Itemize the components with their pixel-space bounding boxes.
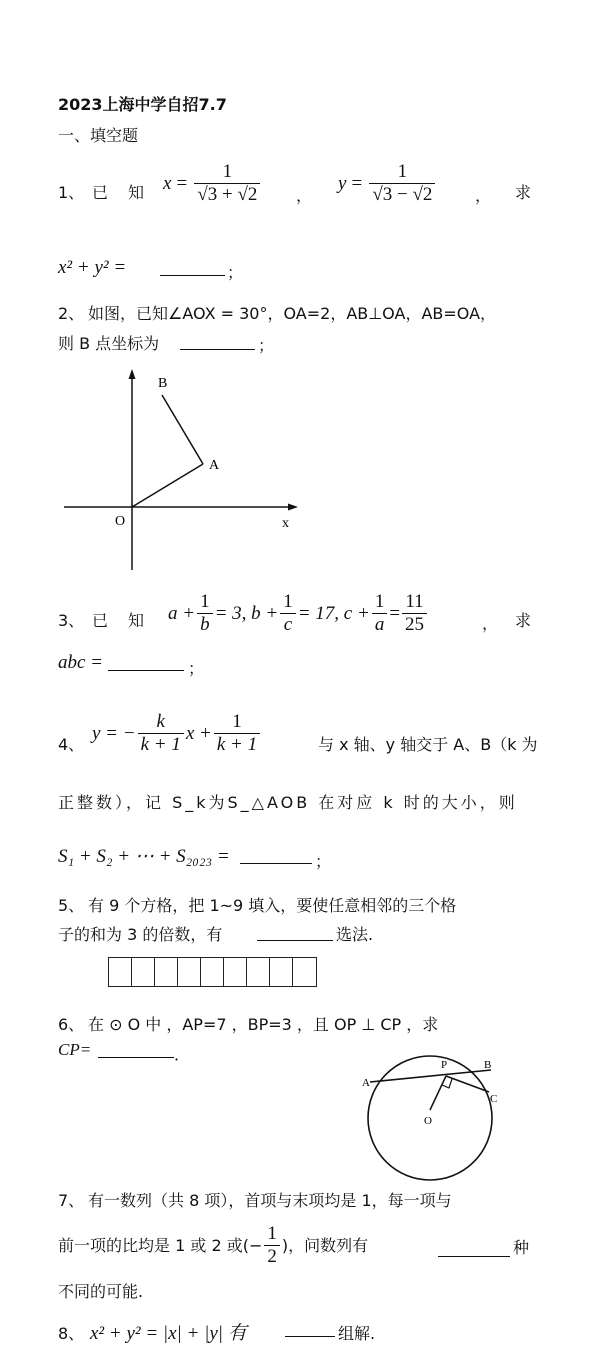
q6-circle-diagram [360,1048,500,1186]
q3-frac-a-den: a [372,613,388,637]
q2-number: 2、 [58,304,85,323]
q1-number: 1、 [58,183,85,202]
q3-a-plus: a + [168,602,196,624]
q6-answer-blank [98,1041,174,1058]
q1-answer-blank [160,259,225,276]
label-b: B [158,376,168,391]
q3-frac-b-den: b [197,613,213,637]
q4-y-eq: y = − [92,722,136,744]
section-heading: 一、填空题 [58,126,139,145]
q3-end: ； [188,659,205,678]
q3-frac-a [372,592,388,637]
q1-comma1: ， [296,186,313,205]
q5-answer-blank [257,924,333,941]
q4-sum: S₁ + S₂ + ⋯ + S₂₀₂₃ = [58,846,230,867]
q7-frac-num: 1 [267,1223,277,1244]
grid-cell [201,958,224,986]
q5-line1: 有 9 个方格，把 1~9 填入，要使任意相邻的三个格 [88,896,457,915]
q3-frac-c-num: 1 [283,591,293,612]
q7-answer-blank [438,1240,510,1257]
grid-cell [178,958,201,986]
q3-frac-c [280,592,296,637]
grid-cell [270,958,293,986]
segment-op [430,1076,446,1110]
q4-xplus: x + [185,722,212,744]
q7-line3: 不同的可能. [58,1282,144,1301]
grid-cell [247,958,270,986]
q1-x-var: x [163,172,172,194]
q3-expression: abc = [58,652,104,673]
q7-line2a: 前一项的比均是 1 或 2 或(− [58,1235,263,1255]
q1-word2: 知 [128,183,145,202]
q3-frac-a-num: 1 [374,591,385,612]
label-a: A [362,1077,370,1089]
q8-number: 8、 [58,1324,85,1343]
q4-frac-k-den: k + 1 [138,733,184,757]
q7-number: 7、 [58,1191,85,1210]
q2-line2: 则 B 点坐标为 [58,334,160,353]
q3-ask: 求 [515,611,532,630]
q3-word1: 已 [92,611,109,630]
q7-line2b: )，问数列有 [281,1235,369,1255]
q1-expression: x² + y² = [58,257,127,278]
y-axis-arrow-icon [129,369,136,379]
q6-line2: CP= [58,1040,92,1059]
q4-equation [92,712,262,757]
grid-cell [109,958,132,986]
label-p: P [441,1059,448,1071]
q3-eq2: = 17, c + [297,602,370,624]
q1-y-den: √3 − √2 [369,183,435,207]
q2-text: 如图，已知∠AOX = 30°，OA=2，AB⊥OA，AB=OA， [88,304,497,323]
q1-end: ； [227,263,244,282]
q6-number: 6、 [58,1015,85,1034]
q4-end: ； [315,852,332,871]
q4-tail: 与 x 轴、y 轴交于 A、B（k 为 [318,735,538,754]
segment-ab [162,395,203,464]
q4-frac-1-num: 1 [232,711,242,732]
q1-y-equation [338,162,437,207]
q5-number: 5、 [58,896,85,915]
q3-frac-c-den: c [280,613,296,637]
grid-cell [132,958,155,986]
q7-line1: 有一数列（共 8 项），首项与末项均是 1，每一项与 [88,1191,452,1210]
q3-eq3: = [389,602,401,624]
paper-title: 2023上海中学自招7.7 [58,95,227,114]
label-o: O [424,1115,432,1127]
q3-comma: ， [482,614,499,633]
q4-frac-k-num: k [156,711,165,732]
q2-end: ； [258,336,275,355]
grid-cell [155,958,178,986]
q4-frac-k [138,712,184,757]
q8-expression: x² + y² = |x| + |y| 有 [90,1323,247,1344]
q5-line2a: 子的和为 3 的倍数，有 [58,925,223,944]
q1-y-fraction [369,162,435,207]
q3-result-den: 25 [402,613,427,637]
q6-line1: 在 ⊙ O 中 ，AP=7 ，BP=3 ，且 OP ⊥ CP ，求 [88,1015,439,1034]
q3-result-num: 11 [405,591,424,612]
q8-tail: 组解. [338,1324,376,1343]
q3-answer-blank [108,654,184,671]
q1-x-equation [163,162,262,207]
q6-end: ． [174,1045,191,1064]
q3-eq1: = 3, b + [214,602,279,624]
q1-eq2: = [351,172,363,194]
q1-y-num: 1 [397,161,408,182]
q4-line2: 正整数），记 S_k为S_△AOB 在对应 k 时的大小，则 [58,793,518,812]
q1-comma2: ， [475,186,492,205]
label-x: x [282,516,289,531]
grid-cell [224,958,247,986]
q7-line2c: 种 [513,1238,530,1257]
q1-word1: 已 [92,183,109,202]
q2-coordinate-diagram [60,365,310,575]
q1-ask: 求 [515,183,532,202]
q3-frac-b-num: 1 [200,591,210,612]
label-a: A [209,458,220,473]
q1-x-fraction [194,162,260,207]
grid-cell [293,958,316,986]
label-o: O [115,514,126,529]
q1-x-num: 1 [222,161,233,182]
q1-x-den: √3 + √2 [194,183,260,207]
q3-frac-b [197,592,213,637]
q7-line2 [58,1224,368,1269]
label-c: C [490,1093,498,1105]
q3-number: 3、 [58,611,85,630]
q2-answer-blank [180,333,255,350]
q5-line2b: 选法. [336,925,374,944]
q7-frac-den: 2 [264,1245,280,1269]
q4-number: 4、 [58,735,85,754]
label-b: B [484,1059,492,1071]
q1-y-var: y [338,172,347,194]
q3-frac-result [402,592,427,637]
q3-equation [168,592,429,637]
q4-answer-blank [240,847,312,864]
q7-fraction [264,1224,280,1269]
x-axis-arrow-icon [288,504,298,511]
q3-word2: 知 [128,611,145,630]
q4-frac-1-den: k + 1 [214,733,260,757]
q8-answer-blank [285,1320,335,1337]
q1-eq: = [176,172,188,194]
q4-frac-1 [214,712,260,757]
q5-grid [108,957,317,987]
segment-oa [132,464,203,507]
